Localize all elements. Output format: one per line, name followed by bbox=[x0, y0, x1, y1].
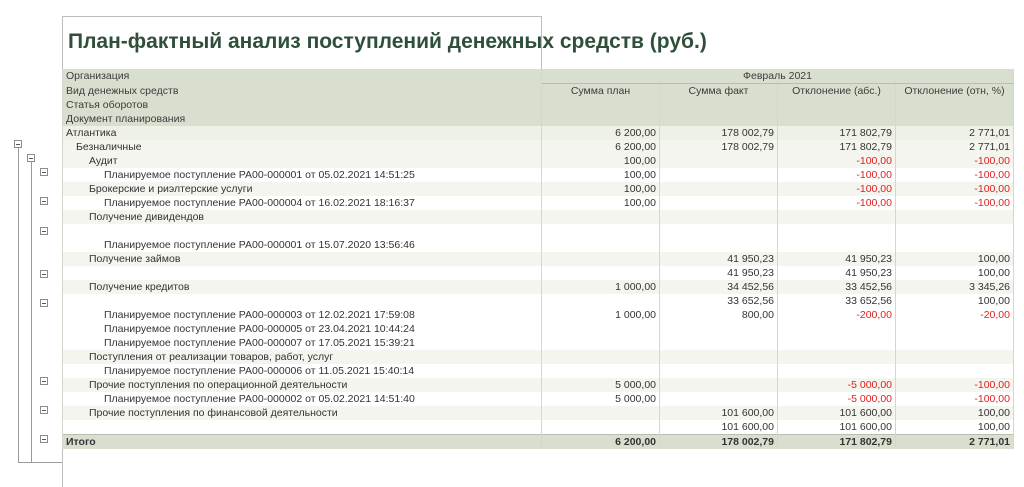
cell-fact bbox=[660, 350, 778, 364]
report-table bbox=[62, 69, 1014, 449]
cell-plan: 100,00 bbox=[542, 154, 660, 168]
table-row[interactable] bbox=[63, 406, 1014, 420]
collapse-toggle-icon[interactable] bbox=[40, 435, 48, 443]
cell-abs: -100,00 bbox=[778, 182, 896, 196]
cell-abs bbox=[778, 350, 896, 364]
cell-fact bbox=[660, 168, 778, 182]
total-plan: 6 200,00 bbox=[542, 434, 660, 449]
cell-plan bbox=[542, 406, 660, 420]
header-period: Февраль 2021 bbox=[542, 69, 1014, 84]
collapse-toggle-icon[interactable] bbox=[40, 270, 48, 278]
header-plan: Сумма план bbox=[542, 84, 660, 126]
table-row[interactable] bbox=[63, 378, 1014, 392]
collapse-toggle-icon[interactable] bbox=[40, 377, 48, 385]
collapse-toggle-icon[interactable] bbox=[40, 197, 48, 205]
row-label bbox=[63, 224, 542, 238]
cell-rel bbox=[896, 336, 1014, 350]
collapse-toggle-icon[interactable] bbox=[40, 168, 48, 176]
cell-rel: 2 771,01 bbox=[896, 140, 1014, 154]
cell-fact: 101 600,00 bbox=[660, 406, 778, 420]
frame-top-line bbox=[62, 16, 542, 17]
header-dim-item: Статья оборотов bbox=[63, 98, 542, 112]
cell-abs: 33 452,56 bbox=[778, 280, 896, 294]
total-rel: 2 771,01 bbox=[896, 434, 1014, 449]
table-row[interactable] bbox=[63, 364, 1014, 378]
cell-rel: -100,00 bbox=[896, 378, 1014, 392]
cell-abs: -100,00 bbox=[778, 196, 896, 210]
cell-plan: 100,00 bbox=[542, 182, 660, 196]
table-row[interactable] bbox=[63, 308, 1014, 322]
table-row[interactable] bbox=[63, 224, 1014, 238]
cell-rel bbox=[896, 210, 1014, 224]
row-label bbox=[63, 266, 542, 280]
row-label: Планируемое поступление РА00-000001 от 15.07.2020 13:56:46 bbox=[63, 238, 542, 252]
cell-fact: 800,00 bbox=[660, 308, 778, 322]
table-row[interactable] bbox=[63, 168, 1014, 182]
cell-abs: 33 652,56 bbox=[778, 294, 896, 308]
row-label: Планируемое поступление РА00-000004 от 16.02.2021 18:16:37 bbox=[63, 196, 542, 210]
row-label: Безналичные bbox=[63, 140, 542, 154]
cell-rel: -100,00 bbox=[896, 196, 1014, 210]
cell-plan bbox=[542, 210, 660, 224]
row-label: Атлантика bbox=[63, 126, 542, 140]
total-row[interactable] bbox=[63, 434, 1014, 449]
cell-rel: 100,00 bbox=[896, 420, 1014, 435]
cell-abs: -200,00 bbox=[778, 308, 896, 322]
cell-abs: 171 802,79 bbox=[778, 126, 896, 140]
cell-abs bbox=[778, 336, 896, 350]
collapse-toggle-icon[interactable] bbox=[14, 140, 22, 148]
table-row[interactable] bbox=[63, 238, 1014, 252]
cell-fact: 41 950,23 bbox=[660, 266, 778, 280]
header-dim-organization: Организация bbox=[63, 69, 542, 84]
cell-abs: -5 000,00 bbox=[778, 378, 896, 392]
total-abs: 171 802,79 bbox=[778, 434, 896, 449]
cell-abs: -100,00 bbox=[778, 154, 896, 168]
cell-rel: 100,00 bbox=[896, 294, 1014, 308]
cell-abs: 41 950,23 bbox=[778, 252, 896, 266]
cell-abs: -5 000,00 bbox=[778, 392, 896, 406]
cell-abs bbox=[778, 322, 896, 336]
collapse-toggle-icon[interactable] bbox=[40, 299, 48, 307]
cell-fact bbox=[660, 336, 778, 350]
header-dim-document: Документ планирования bbox=[63, 112, 542, 126]
cell-fact bbox=[660, 322, 778, 336]
total-fact: 178 002,79 bbox=[660, 434, 778, 449]
cell-plan: 100,00 bbox=[542, 196, 660, 210]
row-label: Планируемое поступление РА00-000002 от 05.02.2021 14:51:40 bbox=[63, 392, 542, 406]
cell-plan bbox=[542, 420, 660, 435]
cell-plan bbox=[542, 350, 660, 364]
cell-rel: -20,00 bbox=[896, 308, 1014, 322]
cell-rel bbox=[896, 322, 1014, 336]
cell-rel: 2 771,01 bbox=[896, 126, 1014, 140]
cell-plan bbox=[542, 294, 660, 308]
row-label: Планируемое поступление РА00-000003 от 12.02.2021 17:59:08 bbox=[63, 308, 542, 322]
cell-plan: 6 200,00 bbox=[542, 140, 660, 154]
row-label bbox=[63, 294, 542, 308]
cell-abs: 101 600,00 bbox=[778, 406, 896, 420]
row-label: Получение дивидендов bbox=[63, 210, 542, 224]
header-dim-cash-type: Вид денежных средств bbox=[63, 84, 542, 98]
row-label: Поступления от реализации товаров, работ, услуг bbox=[63, 350, 542, 364]
row-label: Аудит bbox=[63, 154, 542, 168]
cell-plan bbox=[542, 364, 660, 378]
cell-abs bbox=[778, 224, 896, 238]
table-row[interactable] bbox=[63, 336, 1014, 350]
collapse-toggle-icon[interactable] bbox=[40, 227, 48, 235]
cell-fact bbox=[660, 196, 778, 210]
collapse-toggle-icon[interactable] bbox=[40, 406, 48, 414]
total-label: Итого bbox=[63, 434, 542, 449]
row-label bbox=[63, 420, 542, 435]
row-label: Прочие поступления по операционной деятельности bbox=[63, 378, 542, 392]
cell-fact bbox=[660, 154, 778, 168]
cell-rel bbox=[896, 238, 1014, 252]
cell-fact: 178 002,79 bbox=[660, 140, 778, 154]
report-title: План-фактный анализ поступлений денежных средств (руб.) bbox=[68, 30, 707, 53]
cell-rel: 100,00 bbox=[896, 252, 1014, 266]
row-label: Планируемое поступление РА00-000001 от 05.02.2021 14:51:25 bbox=[63, 168, 542, 182]
cell-rel: 100,00 bbox=[896, 266, 1014, 280]
table-row[interactable] bbox=[63, 266, 1014, 280]
table-row[interactable] bbox=[63, 182, 1014, 196]
row-label: Прочие поступления по финансовой деятельности bbox=[63, 406, 542, 420]
row-label: Планируемое поступление РА00-000007 от 17.05.2021 15:39:21 bbox=[63, 336, 542, 350]
cell-rel: -100,00 bbox=[896, 168, 1014, 182]
cell-fact bbox=[660, 224, 778, 238]
table-row[interactable] bbox=[63, 196, 1014, 210]
cell-plan bbox=[542, 224, 660, 238]
cell-plan bbox=[542, 238, 660, 252]
row-label: Планируемое поступление РА00-000006 от 11.05.2021 15:40:14 bbox=[63, 364, 542, 378]
table-row[interactable] bbox=[63, 392, 1014, 406]
cell-plan: 5 000,00 bbox=[542, 392, 660, 406]
header-abs: Отклонение (абс.) bbox=[778, 84, 896, 126]
cell-fact: 41 950,23 bbox=[660, 252, 778, 266]
table-row[interactable] bbox=[63, 280, 1014, 294]
row-label: Планируемое поступление РА00-000005 от 23.04.2021 10:44:24 bbox=[63, 322, 542, 336]
cell-fact bbox=[660, 210, 778, 224]
cell-plan: 5 000,00 bbox=[542, 378, 660, 392]
cell-rel: -100,00 bbox=[896, 392, 1014, 406]
cell-fact: 34 452,56 bbox=[660, 280, 778, 294]
cell-fact: 33 652,56 bbox=[660, 294, 778, 308]
cell-plan bbox=[542, 336, 660, 350]
cell-abs: -100,00 bbox=[778, 168, 896, 182]
cell-fact bbox=[660, 378, 778, 392]
cell-plan bbox=[542, 322, 660, 336]
cell-rel bbox=[896, 364, 1014, 378]
table-row[interactable] bbox=[63, 350, 1014, 364]
cell-abs bbox=[778, 210, 896, 224]
table-row[interactable] bbox=[63, 154, 1014, 168]
table-row[interactable] bbox=[63, 210, 1014, 224]
cell-abs: 101 600,00 bbox=[778, 420, 896, 435]
cell-abs bbox=[778, 238, 896, 252]
cell-plan: 100,00 bbox=[542, 168, 660, 182]
cell-fact bbox=[660, 238, 778, 252]
cell-fact bbox=[660, 364, 778, 378]
cell-fact bbox=[660, 182, 778, 196]
cell-rel: -100,00 bbox=[896, 182, 1014, 196]
table-row[interactable] bbox=[63, 322, 1014, 336]
row-label: Брокерские и риэлтерские услуги bbox=[63, 182, 542, 196]
table-row[interactable] bbox=[63, 252, 1014, 266]
cell-rel: -100,00 bbox=[896, 154, 1014, 168]
header-rel: Отклонение (отн, %) bbox=[896, 84, 1014, 126]
cell-plan bbox=[542, 266, 660, 280]
cell-abs: 41 950,23 bbox=[778, 266, 896, 280]
cell-abs bbox=[778, 364, 896, 378]
header-fact: Сумма факт bbox=[660, 84, 778, 126]
cell-rel: 3 345,26 bbox=[896, 280, 1014, 294]
row-label: Получение займов bbox=[63, 252, 542, 266]
table-row[interactable] bbox=[63, 126, 1014, 140]
cell-rel bbox=[896, 350, 1014, 364]
cell-fact: 101 600,00 bbox=[660, 420, 778, 435]
cell-plan: 1 000,00 bbox=[542, 280, 660, 294]
cell-plan: 1 000,00 bbox=[542, 308, 660, 322]
cell-plan: 6 200,00 bbox=[542, 126, 660, 140]
cell-rel: 100,00 bbox=[896, 406, 1014, 420]
table-row[interactable] bbox=[63, 294, 1014, 308]
table-row[interactable] bbox=[63, 140, 1014, 154]
row-label: Получение кредитов bbox=[63, 280, 542, 294]
cell-fact: 178 002,79 bbox=[660, 126, 778, 140]
cell-abs: 171 802,79 bbox=[778, 140, 896, 154]
cell-plan bbox=[542, 252, 660, 266]
table-row[interactable] bbox=[63, 420, 1014, 435]
cell-rel bbox=[896, 224, 1014, 238]
cell-fact bbox=[660, 392, 778, 406]
collapse-toggle-icon[interactable] bbox=[27, 154, 35, 162]
